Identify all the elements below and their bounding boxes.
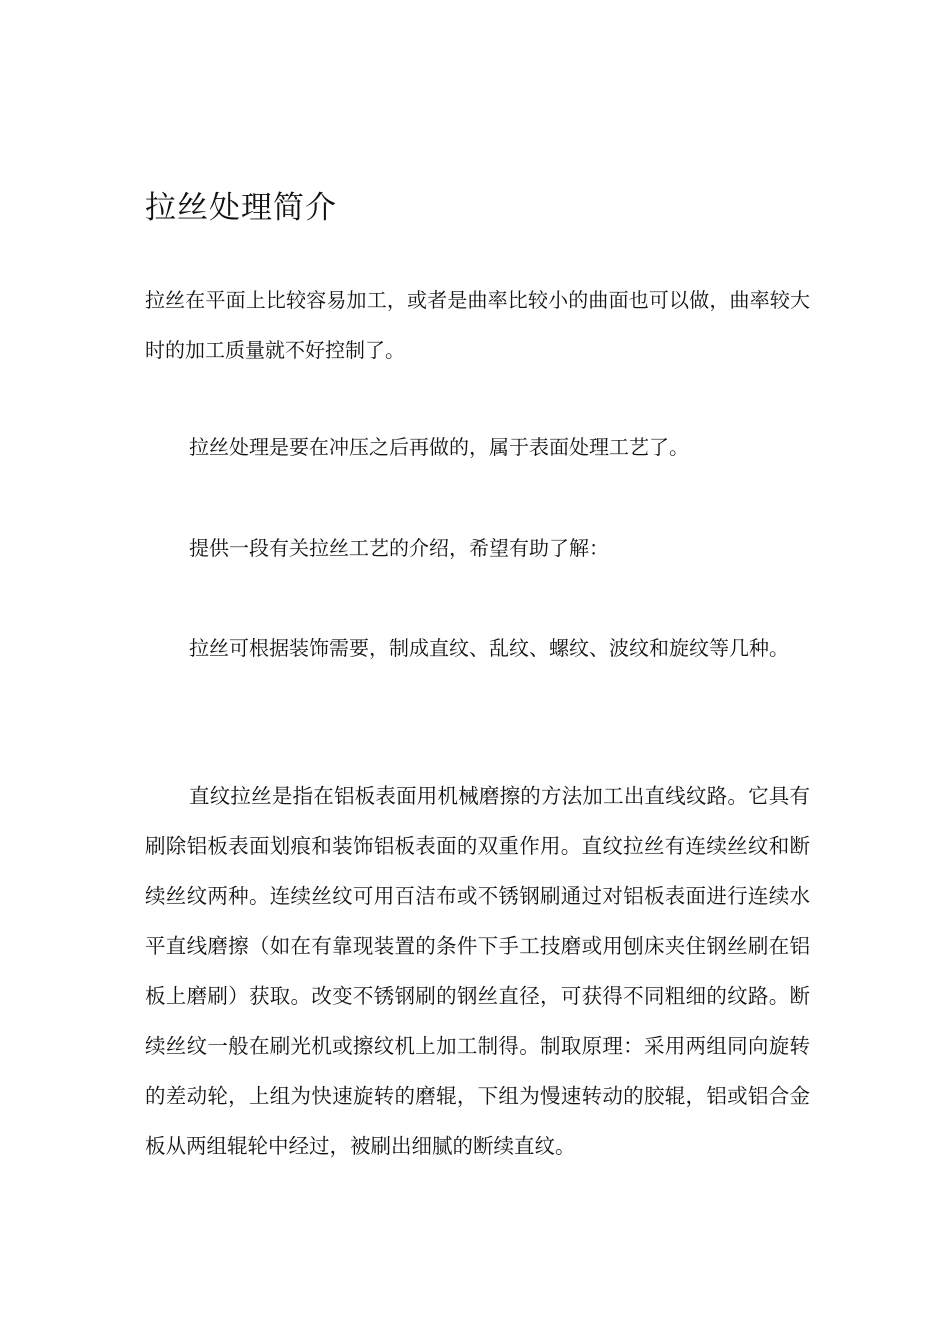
paragraph-straight-grain: 直纹拉丝是指在铝板表面用机械磨擦的方法加工出直线纹路。它具有刷除铝板表面划痕和装饰铝板表面的双重作用。直纹拉丝有连续丝纹和断续丝纹两种。连续丝纹可用百洁布或不锈钢刷通过对铝板表面进行连续水平直线磨擦（如在有靠现装置的条件下手工技磨或用刨床夹住钢丝刷在铝板上磨刷）获取。改变不锈钢刷的钢丝直径，可获得不同粗细的纹路。断续丝纹一般在刷光机或擦纹机上加工制得。制取原理：采用两组同向旋转的差动轮，上组为快速旋转的磨辊，下组为慢速转动的胶辊，铝或铝合金板从两组辊轮中经过，被刷出细腻的断续直纹。 — [145, 784, 810, 1158]
paragraph-introduction-note: 提供一段有关拉丝工艺的介绍，希望有助了解： — [189, 536, 609, 560]
page-title: 拉丝处理简介 — [145, 190, 337, 226]
paragraph-process-order: 拉丝处理是要在冲压之后再做的，属于表面处理工艺了。 — [189, 435, 689, 459]
paragraph-intro: 拉丝在平面上比较容易加工，或者是曲率比较小的曲面也可以做，曲率较大时的加工质量就不好控制了。 — [145, 288, 810, 362]
paragraph-pattern-types: 拉丝可根据装饰需要，制成直纹、乱纹、螺纹、波纹和旋纹等几种。 — [189, 636, 789, 660]
